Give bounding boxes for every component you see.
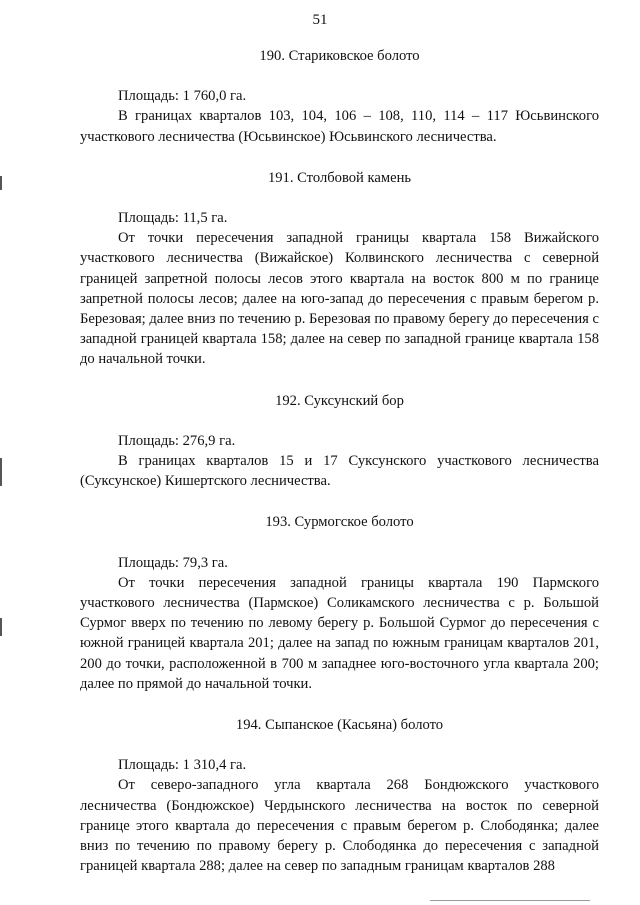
scan-edge-mark [0, 176, 2, 190]
section-title: 191. Столбовой камень [267, 169, 412, 186]
section-title: 190. Стариковское болото [259, 48, 420, 64]
section-description: От северо-западного угла квартала 268 Бондюжского участкового лесничества (Бондюжское) Чердынского лесничества на восток по северной границе этого квартала до пересечения с правым берегом р. Слободянка; далее вниз по течению по правому берегу р. Слободянка до пересечения с западной границей квартала 288; далее на север по западным границам кварталов 288 [80, 777, 599, 875]
section-area: Площадь: 79,3 га. [118, 554, 228, 571]
page-number: 51 [312, 12, 328, 28]
section-191 [80, 168, 599, 370]
section-192 [80, 391, 599, 492]
section-description: От точки пересечения западной границы квартала 158 Вижайского участкового лесничества (Вижайское) Колвинского лесничества с северной границей запретной полосы лесов этого квартала на восток 800 м по границе запретной полосы лесов; далее на юго-запад до пересечения с правым берегом р. Березовая; далее вниз по течению р. Березовая по правому берегу до пересечения с западной границей квартала 158; далее на север по западной границе квартала 158 до начальной точки. [80, 230, 599, 368]
section-title: 193. Сурмогское болото [265, 514, 414, 531]
section-190 [80, 46, 599, 147]
section-area: Площадь: 1 760,0 га. [118, 88, 247, 105]
section-area: Площадь: 11,5 га. [118, 209, 228, 226]
section-area: Площадь: 276,9 га. [118, 432, 236, 449]
section-description: В границах кварталов 103, 104, 106 – 108, 110, 114 – 117 Юсьвинского участкового лесничества (Юсьвинское) Юсьвинского лесничества. [80, 108, 599, 145]
section-description: От точки пересечения западной границы квартала 190 Пармского участкового лесничества (Пармское) Соликамского лесничества с р. Большой Сурмог вверх по течению по левому берегу р. Большой Сурмог до пересечения с южной границей квартала 201; далее на запад по южным границам кварталов 201, 200 до точки, расположенной в 700 м западнее юго-восточного угла квартала 200; далее по прямой до начальной точки. [80, 574, 599, 692]
section-194 [80, 715, 599, 876]
scan-edge-mark [0, 618, 2, 636]
document-body [80, 46, 599, 876]
section-193 [80, 512, 599, 694]
scan-edge-mark [430, 900, 590, 901]
section-title: 194. Сыпанское (Касьяна) болото [235, 717, 444, 734]
section-description: В границах кварталов 15 и 17 Суксунского участкового лесничества (Суксунское) Кишертского лесничества. [80, 453, 599, 490]
section-area: Площадь: 1 310,4 га. [118, 757, 247, 774]
scan-edge-mark [0, 458, 2, 486]
section-title: 192. Суксунский бор [275, 392, 404, 409]
